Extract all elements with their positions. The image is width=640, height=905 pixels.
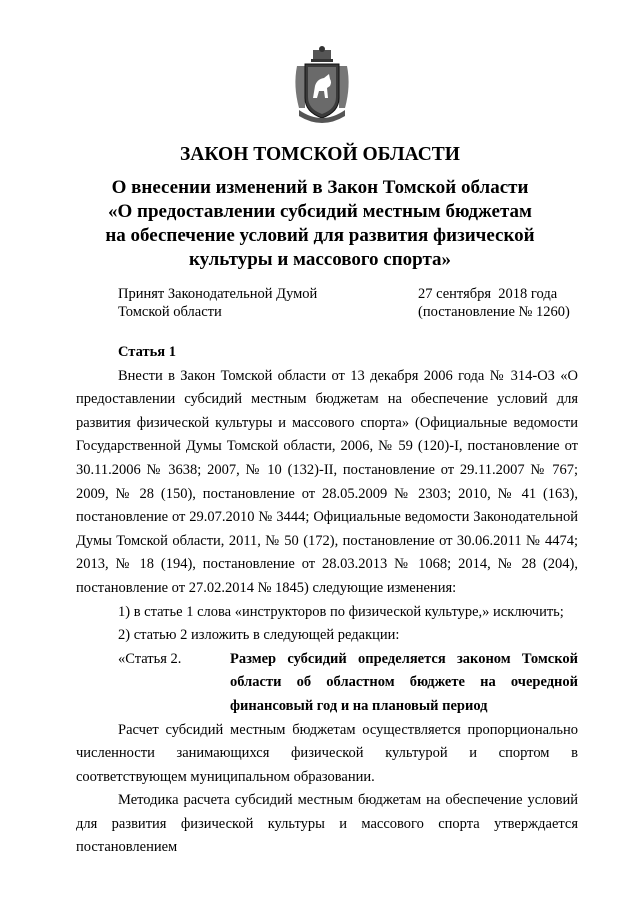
adopted-by-line1: Принят Законодательной Думой xyxy=(118,286,318,302)
subtitle-line: «О предоставлении субсидий местным бюджетам xyxy=(108,201,532,222)
amendment-item-2: 2) статью 2 изложить в следующей редакции: xyxy=(118,627,400,644)
subtitle-line: на обеспечение условий для развития физической xyxy=(105,225,535,246)
subtitle-line: О внесении изменений в Закон Томской области xyxy=(111,177,529,198)
new-article-paragraph-2: Методика расчета субсидий местным бюджетам на обеспечение условий для развития физической культуры и массового спорта утверждается постановлением xyxy=(76,792,578,856)
subtitle-line: культуры и массового спорта» xyxy=(188,249,452,270)
resolution-number: (постановление № 1260) xyxy=(418,304,570,320)
document-body xyxy=(76,341,578,860)
adopted-by xyxy=(118,285,317,321)
article-heading: Статья 1 xyxy=(118,344,176,360)
new-article-title: Размер субсидий определяется законом Томской области об областном бюджете на очередной финансовый год и на плановый период xyxy=(230,650,578,714)
document-subtitle xyxy=(60,176,580,272)
tomsk-oblast-coat-of-arms-icon xyxy=(291,46,353,128)
new-article-heading xyxy=(76,648,578,719)
new-article-paragraph-1: Расчет субсидий местным бюджетам осуществляется пропорционально численности занимающихся физической культурой и спортом в соответствующем муниципальном образовании. xyxy=(76,721,578,785)
new-article-label: «Статья 2. xyxy=(118,650,182,667)
amendment-item-1: 1) в статье 1 слова «инструкторов по физической культуре,» исключить; xyxy=(118,603,564,620)
article-intro-paragraph: Внести в Закон Томской области от 13 декабря 2006 года № 314-ОЗ «О предоставлении субсидий местным бюджетам на обеспечение условий для развития физической культуры и массового спорта» (Официальные ведомости Государственной Думы Томской области, 2006, № 59 (120)-I, постановление от 30.11.2006 № 3638; 2007, № 10 (132)-II, постановление от 29.11.2007 № 767; 2009, № 28 (150), постановление от 28.05.2009 № 2303; 2010, № 41 (163), постановление от 29.07.2010 № 3444; Официальные ведомости Законодательной Думы Томской области, 2011, № 50 (172), постановление от 30.06.2011 № 4474; 2013, № 18 (194), постановление от 28.03.2013 № 1068; 2014, № 28 (204), постановление от 27.02.2014 № 1845) следующие изменения: xyxy=(76,367,578,596)
document-title: ЗАКОН ТОМСКОЙ ОБЛАСТИ xyxy=(180,144,460,165)
adoption-details xyxy=(418,285,570,321)
adopted-by-line2: Томской области xyxy=(118,304,222,320)
adoption-date: 27 сентября 2018 года xyxy=(418,286,558,302)
